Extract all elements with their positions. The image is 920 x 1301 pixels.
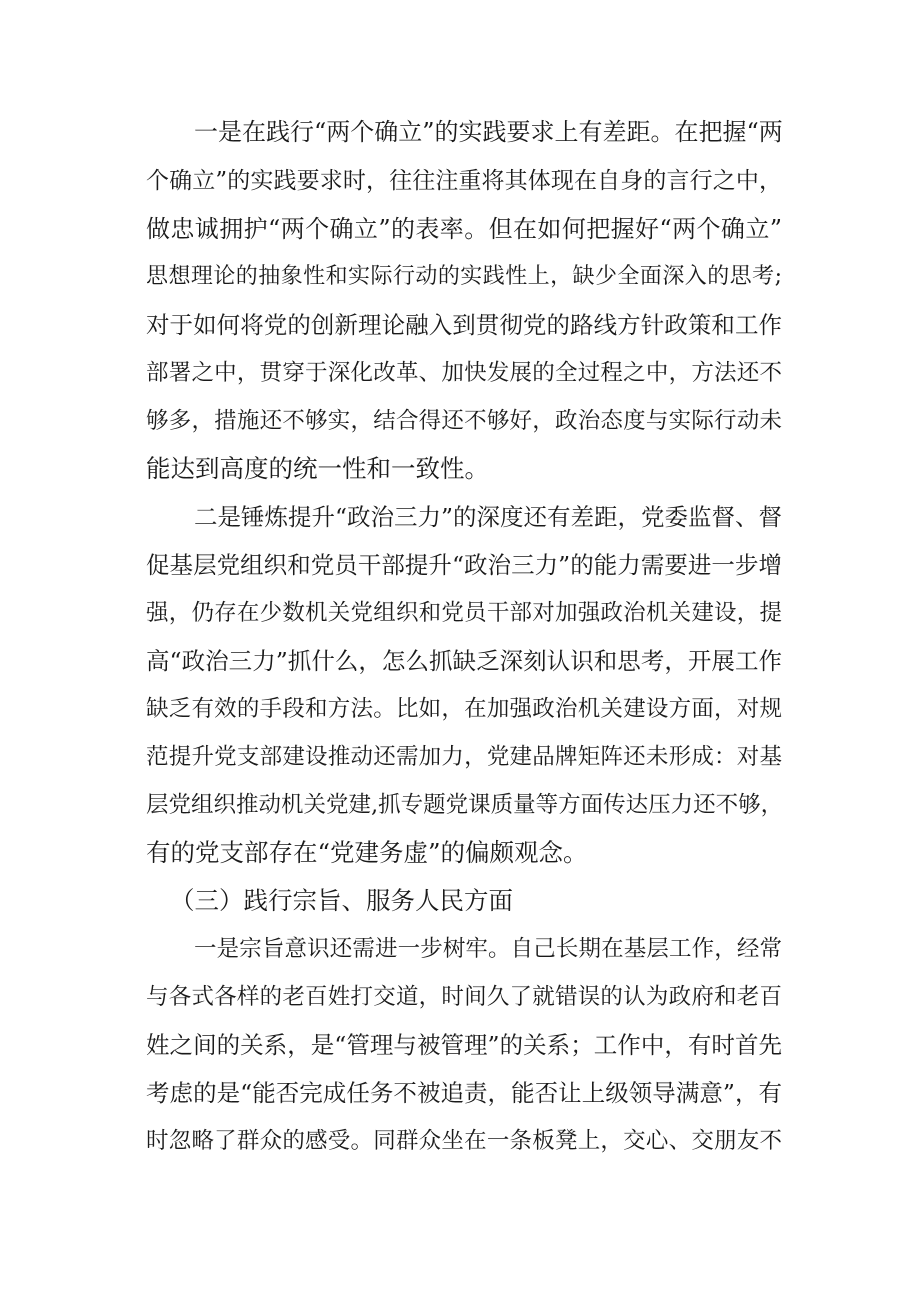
section-heading-3: （三）践行宗旨、服务人民方面 (170, 886, 513, 915)
paragraph-2-line-4: 高“政治三力”抓什么，怎么抓缺乏深刻认识和思考，开展工作 (146, 647, 782, 675)
paragraph-2-line-3: 强，仍存在少数机关党组织和党员干部对加强政治机关建设，提 (146, 600, 782, 626)
paragraph-2-line-5: 缺乏有效的手段和方法。比如，在加强政治机关建设方面，对规 (146, 696, 782, 722)
paragraph-2-line-1: 二是锤炼提升“政治三力”的深度还有差距，党委监督、督 (194, 503, 783, 531)
paragraph-1-line-6: 部署之中，贯穿于深化改革、加快发展的全过程之中，方法还不 (146, 360, 782, 386)
paragraph-3-line-1: 一是宗旨意识还需进一步树牢。自己长期在基层工作，经常 (194, 936, 782, 962)
paragraph-1-line-3: 做忠诚拥护“两个确立”的表率。但在如何把握好“两个确立” (146, 215, 782, 243)
paragraph-2-line-7: 层党组织推动机关党建,抓专题党课质量等方面传达压力还不够， (146, 792, 784, 818)
paragraph-1-line-4: 思想理论的抽象性和实际行动的实践性上，缺少全面深入的思考; (146, 264, 782, 289)
paragraph-2-line-6: 范提升党支部建设推动还需加力，党建品牌矩阵还未形成：对基 (146, 744, 782, 770)
paragraph-1-line-5: 对于如何将党的创新理论融入到贯彻党的路线方针政策和工作 (146, 311, 782, 339)
paragraph-2-line-2: 促基层党组织和党员干部提升“政治三力”的能力需要进一步增 (146, 551, 782, 579)
paragraph-1-line-8: 能达到高度的统一性和一致性。 (146, 454, 489, 483)
paragraph-3-line-2: 与各式各样的老百姓打交道，时间久了就错误的认为政府和老百 (146, 984, 782, 1010)
paragraph-1-line-2: 个确立”的实践要求时，往往注重将其体现在自身的言行之中， (146, 168, 782, 194)
paragraph-1-line-1: 一是在践行“两个确立”的实践要求上有差距。在把握“两 (194, 118, 783, 146)
paragraph-1-line-7: 够多，措施还不够实，结合得还不够好，政治态度与实际行动未 (146, 408, 782, 434)
paragraph-3-line-5: 时忽略了群众的感受。同群众坐在一条板凳上，交心、交朋友不 (146, 1128, 782, 1154)
paragraph-3-line-3: 姓之间的关系，是“管理与被管理”的关系；工作中，有时首先 (146, 1031, 782, 1059)
paragraph-2-line-8: 有的党支部存在“党建务虚”的偏颇观念。 (146, 838, 588, 867)
paragraph-3-line-4: 考虑的是“能否完成任务不被追责，能否让上级领导满意”，有 (146, 1079, 782, 1107)
